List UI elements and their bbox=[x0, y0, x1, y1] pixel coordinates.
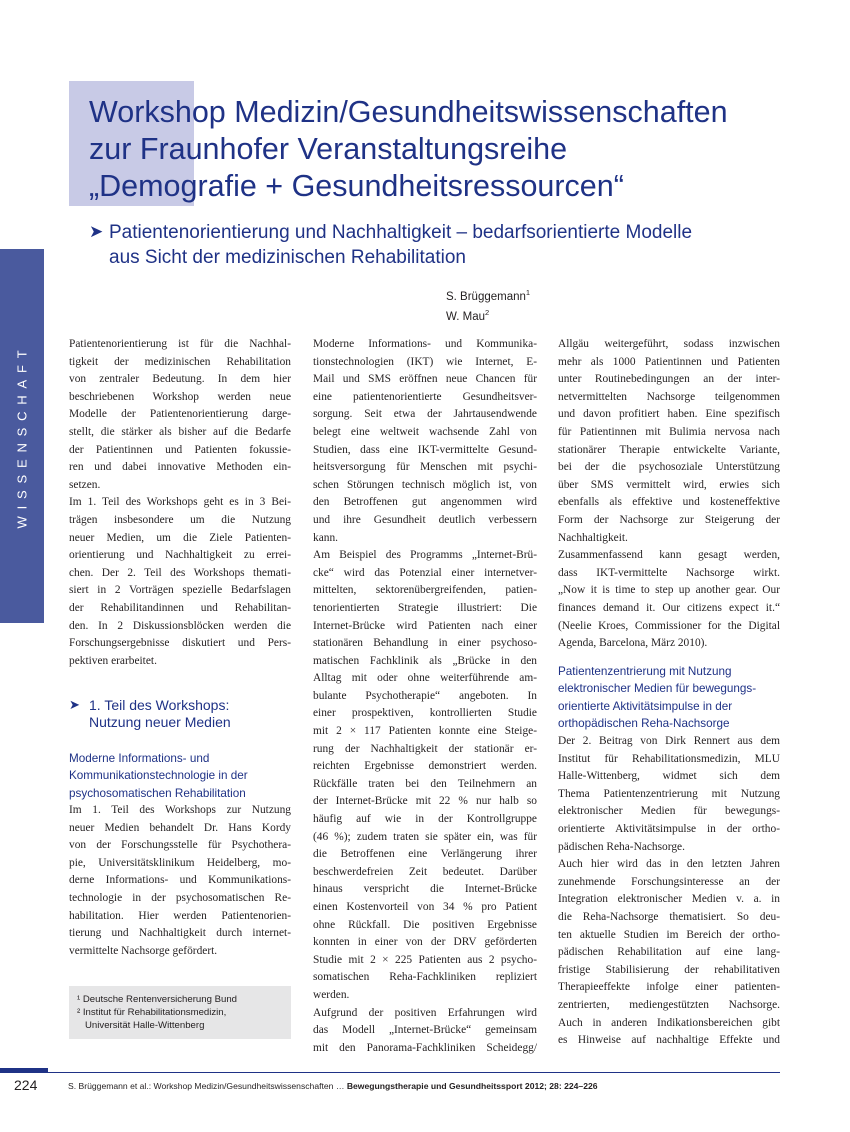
text-line: stationärer Therapie entwickelte Variante, bbox=[558, 443, 780, 456]
text-line: Studien, dass eine IKT-vermittelte Gesund- bbox=[313, 443, 537, 456]
author-name: S. Brüggemann bbox=[446, 290, 526, 303]
text-line: Auch in anderen Indikationsbereichen gibt bbox=[558, 1016, 780, 1029]
text-line: ohne Rückfall. Die positiven Ergebnisse bbox=[313, 918, 537, 931]
arrow-icon: ➤ bbox=[69, 698, 80, 713]
text-line: Rückfälle traten bei den Teilnehmern an bbox=[313, 777, 537, 790]
text-line: stationären Behandlung in einer psychoso- bbox=[313, 637, 537, 650]
text-line: mittelten, sektorenübergreifenden, patien- bbox=[313, 584, 537, 597]
text-line: cke“ wird das Potenzial einer internetver- bbox=[313, 566, 537, 579]
text-line: pektiven erarbeitet. bbox=[69, 654, 157, 667]
subsection-heading-line: psychosomatischen Rehabilitation bbox=[69, 786, 246, 800]
column-1-intro bbox=[69, 336, 291, 670]
text-line: tigkeit der medizinischen Rehabilitation bbox=[69, 355, 291, 368]
text-line: der Internet-Brücke mit 22 % nur halb so bbox=[313, 795, 537, 808]
section-heading-line: Nutzung neuer Medien bbox=[89, 714, 231, 730]
subsection-heading-line: elektronischer Medien für bewegungs- bbox=[558, 682, 757, 696]
author bbox=[446, 305, 530, 325]
text-line: Allgäu weitergeführt, sodass inzwischen bbox=[558, 338, 780, 350]
text-line: und ihre Gesundheit deutlich verbessern bbox=[313, 513, 537, 526]
text-line: ten aktuelle Studien im Bereich der ortho- bbox=[558, 928, 780, 941]
text-line: die Betroffenen eine Verlängerung ihrer bbox=[313, 848, 537, 861]
text-line: ren und dabei innovative Methoden ein- bbox=[69, 461, 291, 474]
text-line: einen Kostenvorteil von 34 % pro Patient bbox=[313, 901, 537, 913]
subsection-heading-line: Moderne Informations- und bbox=[69, 752, 210, 765]
arrow-icon: ➤ bbox=[89, 222, 104, 242]
footnotes bbox=[77, 993, 237, 1032]
citation-text: S. Brüggemann et al.: Workshop Medizin/Gesundheitswissenschaften … bbox=[68, 1081, 347, 1091]
text-line: Nachhaltigkeit. bbox=[558, 531, 628, 544]
text-line: Mail und SMS eröffnen neue Chancen für bbox=[313, 373, 537, 386]
text-line: zunehmende Forschungsinteresse an der bbox=[558, 875, 780, 888]
text-line: werden. bbox=[313, 988, 350, 1001]
text-line: hinaus verspricht die Internet-Brücke bbox=[313, 883, 537, 896]
text-line: trägen insbesondere um die Nutzung bbox=[69, 513, 291, 526]
author-name: W. Mau bbox=[446, 310, 485, 323]
text-line: Aufgrund der positiven Erfahrungen wird bbox=[313, 1006, 537, 1019]
text-line: mehr als 1000 Patientinnen und Patienten bbox=[558, 355, 780, 368]
subsection-heading bbox=[558, 663, 756, 733]
text-line: pädischen Rehabilitation auf eine lang- bbox=[558, 946, 780, 959]
text-line: neuer Medien behandelt Dr. Hans Kordy bbox=[69, 821, 291, 834]
text-line: Form der Nachsorge zur Steigerung der bbox=[558, 513, 780, 526]
text-line: (Neelie Kroes, Commissioner for the Digital bbox=[558, 619, 780, 632]
subtitle-line: Patientenorientierung und Nachhaltigkeit – bedarfsorientierte Modelle bbox=[109, 222, 693, 243]
article-title bbox=[89, 94, 809, 205]
text-line: sorgung. Seit etwa der Jahrtausendwende bbox=[313, 408, 537, 421]
text-line: es Hinweise auf nachhaltige Effekte und bbox=[558, 1034, 780, 1047]
text-line: schen Störungen technisch möglich ist, von bbox=[313, 478, 537, 491]
footnote: ¹ Deutsche Rentenversicherung Bund bbox=[77, 994, 237, 1005]
title-line: zur Fraunhofer Veranstaltungsreihe bbox=[89, 132, 568, 166]
text-line: technologie in der psychosomatischen Re- bbox=[69, 891, 291, 904]
affiliation-marker: 2 bbox=[484, 307, 490, 317]
text-line: rung der Nachhaltigkeit der stationär er- bbox=[313, 742, 537, 755]
text-line: fristige Stabilisierung der rehabilitativen bbox=[558, 963, 780, 976]
text-line: der Patientinnen und Patienten fokussie- bbox=[69, 443, 291, 456]
text-line: siert in 2 Vorträgen spezielle Bedarfslagen bbox=[69, 584, 291, 597]
title-line: Workshop Medizin/Gesundheitswissenschaften bbox=[89, 95, 728, 129]
subsection-heading-line: orientierte Aktivitätsimpulse in der bbox=[558, 699, 733, 713]
page-number: 224 bbox=[14, 1077, 38, 1093]
subsection-heading-line: orthopädischen Reha-Nachsorge bbox=[558, 717, 730, 731]
text-line: einer prospektiven, kontrollierten Studie bbox=[313, 707, 537, 720]
text-line: Internet-Brücke wird Patienten nach einer bbox=[313, 619, 537, 632]
text-line: Alltag mit oder ohne weiterführende am- bbox=[313, 672, 537, 685]
text-line: stellt, die stärker als bisher auf die Bedarfe bbox=[69, 425, 291, 438]
text-line: orientierung und Nachhaltigkeit zu errei- bbox=[69, 549, 291, 562]
column-1-body bbox=[69, 802, 291, 960]
text-line: häufig auf wie in der Kontrollgruppe bbox=[313, 813, 537, 826]
text-line: von der Forschungsstelle für Psychothera- bbox=[69, 839, 291, 852]
text-line: Institut für Rehabilitationsmedizin, MLU bbox=[558, 752, 780, 765]
text-line: tierung und Nachhaltigkeit durch internet- bbox=[69, 927, 291, 940]
subsection-heading bbox=[69, 750, 248, 802]
footer-citation bbox=[68, 1081, 598, 1091]
text-line: konnten in einer von der DRV geförderten bbox=[313, 936, 537, 949]
column-3-body bbox=[558, 733, 780, 1050]
section-heading-line: 1. Teil des Workshops: bbox=[89, 697, 230, 713]
text-line: Im 1. Teil des Workshops geht es in 3 Bei- bbox=[69, 496, 291, 509]
text-line: Studie mit 2 × 225 Patienten aus 2 psycho- bbox=[313, 953, 537, 966]
footer-divider bbox=[0, 1072, 780, 1073]
text-line: Forschungsergebnisse diskutiert und Pers- bbox=[69, 637, 291, 650]
text-line: Therapieeffekte infolge einer patienten- bbox=[558, 981, 780, 994]
text-line: eine patientenorientierte Gesundheitsver- bbox=[313, 390, 537, 403]
text-line: Modelle der Patientenorientierung darge- bbox=[69, 408, 291, 421]
text-line: Integration elektronischer Medien v. a. in bbox=[558, 893, 780, 906]
text-line: Zusammenfassend kann gesagt werden, bbox=[558, 549, 780, 562]
text-line: unter Routinebedingungen an der inter- bbox=[558, 373, 780, 386]
text-line: heitsversorgung für Menschen mit psychi- bbox=[313, 461, 537, 474]
text-line: kann. bbox=[313, 531, 338, 544]
text-line: ebenfalls als effektive und kosteneffektive bbox=[558, 496, 780, 509]
section-label: WISSENSCHAFT bbox=[14, 343, 30, 529]
text-line: setzen. bbox=[69, 478, 101, 491]
text-line: chen. Der 2. Teil des Workshops themati- bbox=[69, 566, 291, 579]
text-line: Im 1. Teil des Workshops zur Nutzung bbox=[69, 804, 291, 816]
text-line: die Reha-Nachsorge thematisiert. So deu- bbox=[558, 910, 780, 923]
text-line: Agenda, Barcelona, März 2010). bbox=[558, 637, 708, 650]
text-line: netvermittelten Nachsorge teilgenommen bbox=[558, 390, 780, 403]
text-line: für Patientinnen mit Bulimia nervosa nach bbox=[558, 425, 780, 438]
title-line: „Demografie + Gesundheitsressourcen“ bbox=[89, 169, 624, 203]
text-line: vermittelte Nachsorge gefördert. bbox=[69, 944, 218, 957]
text-line: pie, Universitätsklinikum Heidelberg, mo- bbox=[69, 856, 291, 869]
text-line: neuer Medien, um die Ziele Patienten- bbox=[69, 531, 291, 544]
journal-reference: Bewegungstherapie und Gesundheitssport 2012; 28: 224–226 bbox=[346, 1081, 598, 1091]
text-line: von zentraler Bedeutung. In dem hier bbox=[69, 373, 291, 386]
text-line: Halle-Wittenberg, widmet sich dem bbox=[558, 770, 780, 783]
text-line: bei der die psychosoziale Unterstützung bbox=[558, 461, 780, 474]
text-line: mit den Panorama-Fachkliniken Scheidegg/ bbox=[313, 1041, 537, 1054]
subsection-heading-line: Kommunikationstechnologie in der bbox=[69, 769, 248, 783]
text-line: und davon profitiert haben. Eine spezifisch bbox=[558, 408, 780, 421]
text-line: (46 %); zudem traten sie später ein, was für bbox=[313, 830, 537, 843]
text-line: tenorientierten Strategie illustriert: Die bbox=[313, 601, 537, 614]
text-line: den. In 2 Diskussionsblöcken werden die bbox=[69, 619, 291, 632]
text-line: zentrierten, mediengestützten Nachsorge. bbox=[558, 998, 780, 1011]
text-line: beschwerdefreien Zeit bedeutet. Darüber bbox=[313, 865, 537, 878]
text-line: orientierte Aktivitätsimpulse in der ortho- bbox=[558, 822, 780, 835]
text-line: pädischen Reha-Nachsorge. bbox=[558, 840, 685, 853]
author bbox=[446, 285, 530, 305]
text-line: mit 2 × 117 Patienten konnte eine Steige- bbox=[313, 725, 537, 738]
text-line: dass IKT-vermittelte Nachsorge wirkt. bbox=[558, 566, 780, 579]
text-line: Der 2. Beitrag von Dirk Rennert aus dem bbox=[558, 735, 780, 747]
text-line: elektronischer Medien für bewegungs- bbox=[558, 805, 780, 818]
text-line: derne Informations- und Kommunikations- bbox=[69, 874, 291, 887]
footnote: ² Institut für Rehabilitationsmedizin, bbox=[77, 1007, 227, 1018]
subsection-heading-line: Patientenzentrierung mit Nutzung bbox=[558, 665, 732, 678]
text-line: belegt eine weltweit wachsende Zahl von bbox=[313, 425, 537, 438]
text-line: somatischen Reha-Fachkliniken repliziert bbox=[313, 971, 537, 984]
text-line: finances demand it. Our citizens expect it.“ bbox=[558, 601, 780, 614]
text-line: das Modell „Internet-Brücke“ gemeinsam bbox=[313, 1024, 537, 1037]
column-2 bbox=[313, 336, 537, 1057]
text-line: beschriebenen Workshop werden neue bbox=[69, 390, 291, 403]
affiliation-marker: 1 bbox=[525, 288, 531, 297]
text-line: über SMS vermittelt wird, erwies sich bbox=[558, 478, 780, 491]
text-line: reichten Ergebnisse demonstriert werden. bbox=[313, 760, 537, 773]
subtitle-line: aus Sicht der medizinischen Rehabilitation bbox=[109, 247, 466, 268]
footnote: Universität Halle-Wittenberg bbox=[77, 1020, 205, 1031]
text-line: „Now it is time to step up another gear. Our bbox=[558, 584, 780, 597]
column-3-top bbox=[558, 336, 780, 653]
text-line: habilitation. Hier werden Patientenorien- bbox=[69, 909, 291, 922]
text-line: Auch hier wird das in den letzten Jahren bbox=[558, 858, 780, 871]
text-line: Moderne Informations- und Kommunika- bbox=[313, 338, 537, 350]
text-line: Am Beispiel des Programms „Internet-Brü- bbox=[313, 549, 537, 562]
text-line: tionstechnologien (IKT) wie Internet, E- bbox=[313, 355, 537, 368]
text-line: den Betroffenen gut angenommen wird bbox=[313, 496, 537, 509]
text-line: bulante Psychotherapie“ angeboten. In bbox=[313, 689, 537, 702]
author-list bbox=[446, 285, 530, 325]
text-line: Thema Patientenzentrierung mit Nutzung bbox=[558, 787, 780, 800]
text-line: der Rehabilitandinnen und Rehabilitan- bbox=[69, 601, 291, 614]
text-line: matischen Fachklinik als „Brücke in den bbox=[313, 654, 537, 667]
article-subtitle bbox=[109, 220, 799, 270]
text-line: Patientenorientierung ist für die Nachhal- bbox=[69, 338, 291, 350]
